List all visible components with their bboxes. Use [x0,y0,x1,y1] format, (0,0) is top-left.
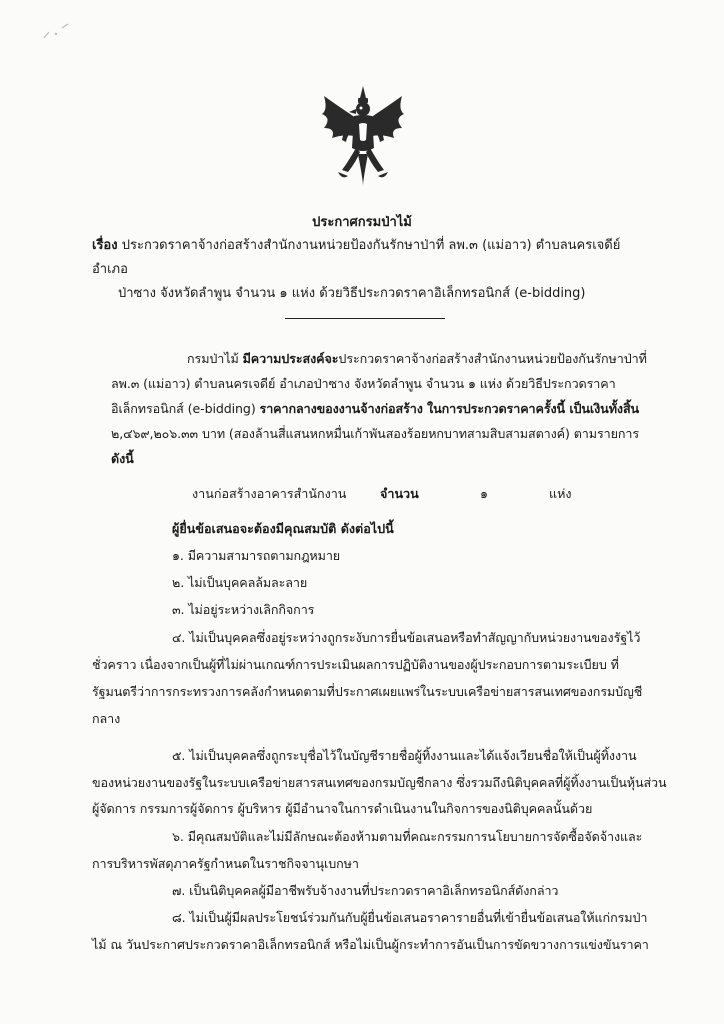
qualification-5-line-1: ๕. ไม่เป็นบุคคลซึ่งถูกระบุชื่อไว้ในบัญชีรายชื่อผู้ทิ้งงานและได้แจ้งเวียนชื่อให้เป็นผู้ทิ้งงาน [172,748,637,763]
qualification-8-line-2: ไม้ ณ วันประกาศประกวดราคาอิเล็กทรอนิกส์ หรือไม่เป็นผู้กระทำการอันเป็นการขัดขวางการแข่งขันราคา [92,937,649,952]
qualification-4-line-3: รัฐมนตรีว่าการกระทรวงการคลังกำหนดตามที่ประกาศเผยแพร่ในระบบเครือข่ายสารสนเทศของกรมบัญชี [92,684,643,699]
subject-line-1 [92,234,652,282]
intro-line-3 [111,399,639,419]
subject-line-2: ป่าซาง จังหวัดลำพูน จำนวน ๑ แห่ง ด้วยวิธีประกวดราคาอิเล็กทรอนิกส์ (e-bidding) [118,286,586,301]
intro-text-1: ประกวดราคาจ้างก่อสร้างสำนักงานหน่วยป้องกันรักษาป่าที่ [338,351,647,366]
intro-line-4: ๒,๔๖๙,๒๐๖.๓๓ บาท (สองล้านสี่แสนหกหมื่นเก้าพันสองร้อยหกบาทสามสิบสามสตางค์) ตามรายการ [111,426,640,441]
qualification-4-line-2: ชั่วคราว เนื่องจากเป็นผู้ที่ไม่ผ่านเกณฑ์การประเมินผลการปฏิบัติงานของผู้ประกอบการตามระเบียบ ที่ [92,657,619,672]
qualification-8-line-1: ๘. ไม่เป็นผู้มีผลประโยชน์ร่วมกันกับผู้ยื่นข้อเสนอราคารายอื่นที่เข้ายื่นข้อเสนอให้แก่กรมป่า [172,910,648,925]
qualification-6-line-2: การบริหารพัสดุภาครัฐกำหนดในราชกิจจานุเบกษา [92,856,359,871]
intent-phrase: มีความประสงค์จะ [242,351,339,366]
title-divider [285,318,445,319]
intro-line-1 [187,349,647,369]
intro-text-3a: อิเล็กทรอนิกส์ (e-bidding) [111,401,256,416]
intro-line-5: ดังนี้ [111,451,134,466]
subject-text-1: ประกวดราคาจ้างก่อสร้างสำนักงานหน่วยป้องกันรักษาป่าที่ ลพ.๓ (แม่อาว) ตำบลนครเจดีย์ อำเภอ [92,238,621,277]
qualification-5-line-2: ของหน่วยงานของรัฐในระบบเครือข่ายสารสนเทศของกรมบัญชีกลาง ซึ่งรวมถึงนิติบุคคลที่ผู้ทิ้งงานเป็นหุ้นส่วน [92,775,667,790]
subject-block [92,234,652,306]
garuda-emblem-icon [318,84,408,188]
work-item-qty: ๑ [480,486,488,501]
qualification-7: ๗. เป็นนิติบุคคลผู้มีอาชีพรับจ้างงานที่ประกวดราคาอิเล็กทรอนิกส์ดังกล่าว [172,883,559,898]
median-price-phrase: ราคากลางของงานจ้างก่อสร้าง ในการประกวดราคาครั้งนี้ เป็นเงินทั้งสิ้น [259,401,640,416]
scan-speck-mark [40,20,80,44]
qualification-2: ๒. ไม่เป็นบุคคลล้มละลาย [172,575,308,590]
subject-label: เรื่อง [92,238,118,253]
qualification-4-line-1: ๔. ไม่เป็นบุคคลซึ่งอยู่ระหว่างถูกระงับการยื่นข้อเสนอหรือทำสัญญากับหน่วยงานของรัฐไว้ [172,630,641,645]
qualification-5-line-3: ผู้จัดการ กรรมการผู้จัดการ ผู้บริหาร ผู้มีอำนาจในการดำเนินงานในกิจการของนิติบุคคลนั้นด้วย [92,801,593,816]
qualification-1: ๑. มีความสามารถตามกฎหมาย [172,548,341,563]
qualification-4-line-4: กลาง [92,711,121,726]
work-item-qty-label: จำนวน [380,486,419,501]
qualification-6-line-1: ๖. มีคุณสมบัติและไม่มีลักษณะต้องห้ามตามที่คณะกรรมการนโยบายการจัดซื้อจัดจ้างและ [172,829,643,844]
qualification-3: ๓. ไม่อยู่ระหว่างเลิกกิจการ [172,602,315,617]
intro-line-2: ลพ.๓ (แม่อาว) ตำบลนครเจดีย์ อำเภอป่าซาง จังหวัดลำพูน จำนวน ๑ แห่ง ด้วยวิธีประกวดราคา [111,376,616,391]
announcement-title: ประกาศกรมป่าไม้ [312,215,412,230]
work-item-name: งานก่อสร้างอาคารสำนักงาน [192,486,347,501]
work-item-unit: แห่ง [549,486,572,501]
agency-name: กรมป่าไม้ [187,351,239,366]
qualifications-heading: ผู้ยื่นข้อเสนอจะต้องมีคุณสมบัติ ดังต่อไปนี้ [172,521,394,536]
